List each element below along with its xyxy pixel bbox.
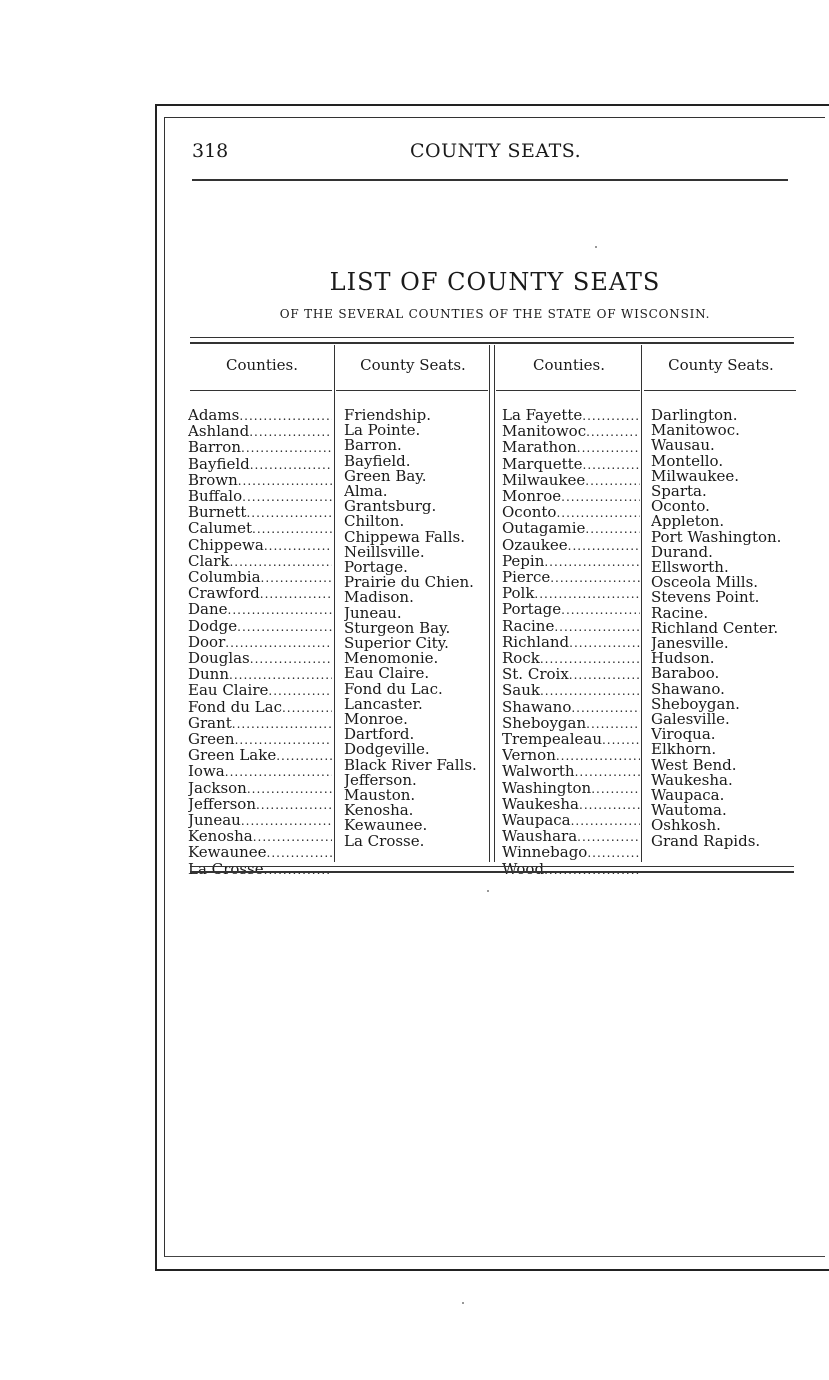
county-name: Manitowoc [502,424,587,441]
county-seat: Portage. [344,560,408,576]
county-seat: Lancaster. [344,696,423,713]
dot-leader [237,619,332,635]
county-seat: Eau Claire. [344,666,430,682]
county-name: Rock [502,651,540,668]
dot-leader [544,554,640,570]
county-row [188,829,332,845]
dot-leader [239,408,332,424]
dot-leader [228,602,332,618]
dot-leader [250,457,332,473]
dot-leader [252,521,332,537]
right-seats-column [651,408,826,849]
county-name: Dodge [188,618,238,635]
county-name: Washington [502,780,592,797]
county-row [188,781,332,797]
county-seat: West Bend. [651,757,737,773]
table-bottom-rule [190,866,794,873]
dot-leader [247,781,332,797]
dot-leader [534,586,640,602]
header-rule-3 [496,390,640,391]
county-row [502,797,640,813]
county-seat: Waukesha. [651,772,733,789]
county-row [502,845,640,861]
county-seat: La Crosse. [344,833,425,849]
dot-leader [256,797,332,813]
county-row [502,700,640,716]
county-name: Crawford [188,586,260,603]
county-seat: Milwaukee. [651,468,740,485]
dot-leader [253,829,332,845]
county-name: Jackson [188,780,247,797]
header-rule-4 [644,390,796,391]
dot-leader [586,716,640,732]
dot-leader [577,440,640,456]
county-seat: Sturgeon Bay. [344,620,451,637]
county-row [502,813,640,829]
county-seat: Superior City. [344,636,449,652]
county-seat: Shawano. [651,681,725,697]
county-seat: La Pointe. [344,423,421,439]
county-row [188,489,332,505]
county-name: Douglas [188,651,250,668]
county-row [502,748,640,764]
county-row [188,635,332,651]
county-row [188,440,332,456]
county-row [502,440,640,456]
dot-leader [568,538,640,554]
county-name: Outagamie [502,521,586,538]
county-row [502,473,640,489]
county-row [502,408,640,424]
county-seat: Black River Falls. [344,757,477,773]
county-seat: Janesville. [651,636,729,652]
dot-leader [577,829,640,845]
county-name: Polk [502,586,535,603]
county-name: Fond du Lac [188,699,282,716]
county-seat: Sheboygan. [651,696,740,713]
county-seat: Galesville. [651,712,730,728]
dot-leader [540,683,640,699]
county-row [188,845,332,861]
county-row [502,683,640,699]
county-seat: Durand. [651,544,713,561]
county-row [188,700,332,716]
left-counties-column [188,408,332,878]
county-row [188,538,332,554]
county-name: Racine [502,618,555,635]
dot-leader [550,570,640,586]
county-seat: Viroqua. [651,727,716,743]
county-seat: Kenosha. [344,803,414,819]
county-seat: Kewaunee. [344,818,428,834]
county-row [188,554,332,570]
county-name: Eau Claire [188,683,269,700]
county-row [502,570,640,586]
running-head [192,140,788,166]
dot-leader [246,505,332,521]
county-row [188,424,332,440]
dot-leader [241,813,332,829]
county-seat: Port Washington. [651,529,782,545]
county-row [502,554,640,570]
table-top-rule [190,337,794,344]
dot-leader [579,797,640,813]
county-row [188,602,332,618]
header-counties-left: Counties. [226,356,298,374]
county-row [188,505,332,521]
county-seat: Madison. [344,590,414,606]
dot-leader [587,845,640,861]
county-row [502,619,640,635]
county-row [502,732,640,748]
county-name: Green Lake [188,748,277,765]
county-seat: Fond du Lac. [344,681,443,697]
county-name: Ashland [188,424,250,441]
dot-leader [260,586,332,602]
county-seat: Menomonie. [344,651,439,667]
county-name: Kewaunee [188,845,267,862]
county-seat: Elkhorn. [651,742,717,758]
county-seat: Dodgeville. [344,742,430,758]
county-name: Waushara [502,829,578,846]
county-row [188,619,332,635]
dot-leader [556,505,640,521]
dot-leader [571,813,640,829]
county-row [502,586,640,602]
dot-leader [585,521,640,537]
county-seat: Barron. [344,438,402,454]
county-row [502,489,640,505]
county-seat: Grand Rapids. [651,833,761,849]
county-seat: Stevens Point. [651,590,760,606]
county-row [188,651,332,667]
county-name: Trempealeau [502,732,602,749]
county-seat: Dartford. [344,727,415,743]
county-row [502,457,640,473]
county-name: Richland [502,634,570,651]
county-name: Juneau [188,813,241,830]
county-name: Waupaca [502,813,571,830]
dot-leader [569,667,640,683]
dot-leader [583,457,640,473]
header-seats-right: County Seats. [668,356,774,374]
dot-leader [575,764,640,780]
dot-leader [586,424,640,440]
county-name: Columbia [188,570,261,587]
dot-leader [569,635,640,651]
county-seat: Oconto. [651,499,710,515]
county-seat: Wautoma. [651,803,727,819]
column-divider-3 [641,345,642,862]
county-row [502,651,640,667]
county-seat: Oshkosh. [651,818,721,834]
county-name: Burnett [188,505,247,522]
county-row [188,764,332,780]
county-seat: Richland Center. [651,620,779,637]
county-name: Dunn [188,667,230,684]
county-seat: Montello. [651,453,724,469]
dot-leader [268,683,332,699]
county-seat: Manitowoc. [651,423,740,439]
county-seat: Darlington. [651,408,738,424]
dot-leader [267,845,332,861]
dot-leader [561,489,640,505]
county-name: Brown [188,472,238,489]
county-name: Sauk [502,683,540,700]
county-seat: Ellsworth. [651,560,729,576]
dot-leader [225,635,332,651]
county-name: Jefferson [188,796,256,813]
header-counties-right: Counties. [533,356,605,374]
dot-leader [540,651,640,667]
county-row [188,457,332,473]
county-seat: Juneau. [344,605,402,621]
dot-leader [238,473,332,489]
county-row [502,667,640,683]
county-row [188,683,332,699]
document-title: LIST OF COUNTY SEATS [329,268,661,296]
county-seat: Monroe. [344,712,408,728]
page-number: 318 [192,140,229,162]
header-seats-left: County Seats. [360,356,466,374]
county-seat: Racine. [651,605,709,621]
dot-leader [591,781,640,797]
county-name: Bayfield [188,456,250,473]
county-row [188,813,332,829]
county-row [188,716,332,732]
county-name: St. Croix [502,667,569,684]
left-seats-column [344,408,490,849]
column-divider-2b [494,345,495,862]
county-name: Kenosha [188,829,253,846]
county-name: Ozaukee [502,537,568,554]
county-name: Sheboygan [502,715,587,732]
county-seat: Grantsburg. [344,499,437,515]
county-name: Milwaukee [502,472,586,489]
county-row [502,635,640,651]
dot-leader [571,700,640,716]
county-seat: Appleton. [651,514,725,530]
paper-speck [595,246,597,248]
header-rule-2 [336,390,488,391]
dot-leader [250,651,332,667]
dot-leader [264,538,332,554]
county-seat: Prairie du Chien. [344,575,474,591]
county-seat: Chilton. [344,514,405,530]
county-name: Wood [502,861,545,878]
county-name: Dane [188,602,228,619]
county-row [502,424,640,440]
county-name: Shawano [502,699,572,716]
county-name: Winnebago [502,845,588,862]
dot-leader [602,732,640,748]
county-row [502,764,640,780]
head-rule [192,179,788,181]
county-name: Oconto [502,505,557,522]
county-seat: Wausau. [651,438,715,454]
county-name: Chippewa [188,537,264,554]
dot-leader [276,748,332,764]
county-row [188,570,332,586]
county-name: Marathon [502,440,577,457]
county-seat: Baraboo. [651,666,720,682]
county-row [188,667,332,683]
dot-leader [282,700,332,716]
county-name: La Crosse [188,861,264,878]
county-name: Pierce [502,570,551,587]
county-row [188,521,332,537]
county-name: Waukesha [502,796,579,813]
county-seat: Sparta. [651,484,707,500]
county-name: Calumet [188,521,253,538]
county-name: Door [188,634,226,651]
county-seat: Friendship. [344,408,432,424]
county-name: Clark [188,553,230,570]
county-name: Barron [188,440,241,457]
dot-leader [242,489,332,505]
county-seat: Osceola Mills. [651,575,759,591]
county-seat: Neillsville. [344,544,425,561]
county-row [188,732,332,748]
county-seat: Waupaca. [651,788,725,804]
paper-speck [487,890,489,892]
dot-leader [556,748,640,764]
dot-leader [261,570,332,586]
county-row [188,408,332,424]
county-row [502,505,640,521]
dot-leader [561,602,640,618]
county-name: Adams [188,408,240,424]
dot-leader [249,424,332,440]
county-row [502,538,640,554]
county-row [502,781,640,797]
county-row [188,748,332,764]
county-row [188,797,332,813]
county-seat: Bayfield. [344,453,411,469]
county-row [188,586,332,602]
right-counties-column [502,408,640,878]
dot-leader [229,667,332,683]
county-name: Vernon [502,748,556,765]
county-seat: Alma. [344,484,388,500]
county-name: Monroe [502,489,562,506]
county-name: Marquette [502,456,583,473]
county-row [502,716,640,732]
county-seat: Mauston. [344,788,416,804]
county-name: Pepin [502,553,545,570]
county-name: Buffalo [188,489,243,506]
dot-leader [554,619,640,635]
county-name: Iowa [188,764,225,781]
column-divider-1 [334,345,335,862]
dot-leader [582,408,640,424]
dot-leader [229,554,332,570]
county-name: Green [188,732,235,749]
county-seat: Green Bay. [344,468,427,485]
county-seat: Hudson. [651,651,715,667]
dot-leader [241,440,332,456]
dot-leader [235,732,332,748]
document-subtitle: OF THE SEVERAL COUNTIES OF THE STATE OF WISCONSIN. [279,307,711,321]
county-row [502,602,640,618]
county-row [502,829,640,845]
county-name: Walworth [502,764,575,781]
county-seat: Jefferson. [344,772,417,789]
dot-leader [585,473,640,489]
county-seat: Chippewa Falls. [344,529,465,545]
county-row [188,473,332,489]
running-title: COUNTY SEATS. [410,140,582,162]
dot-leader [225,764,332,780]
county-name: Portage [502,602,562,619]
county-name: Grant [188,715,232,732]
header-rule-1 [190,390,332,391]
paper-speck [462,1302,464,1304]
county-row [502,521,640,537]
dot-leader [232,716,332,732]
county-name: La Fayette [502,408,583,424]
